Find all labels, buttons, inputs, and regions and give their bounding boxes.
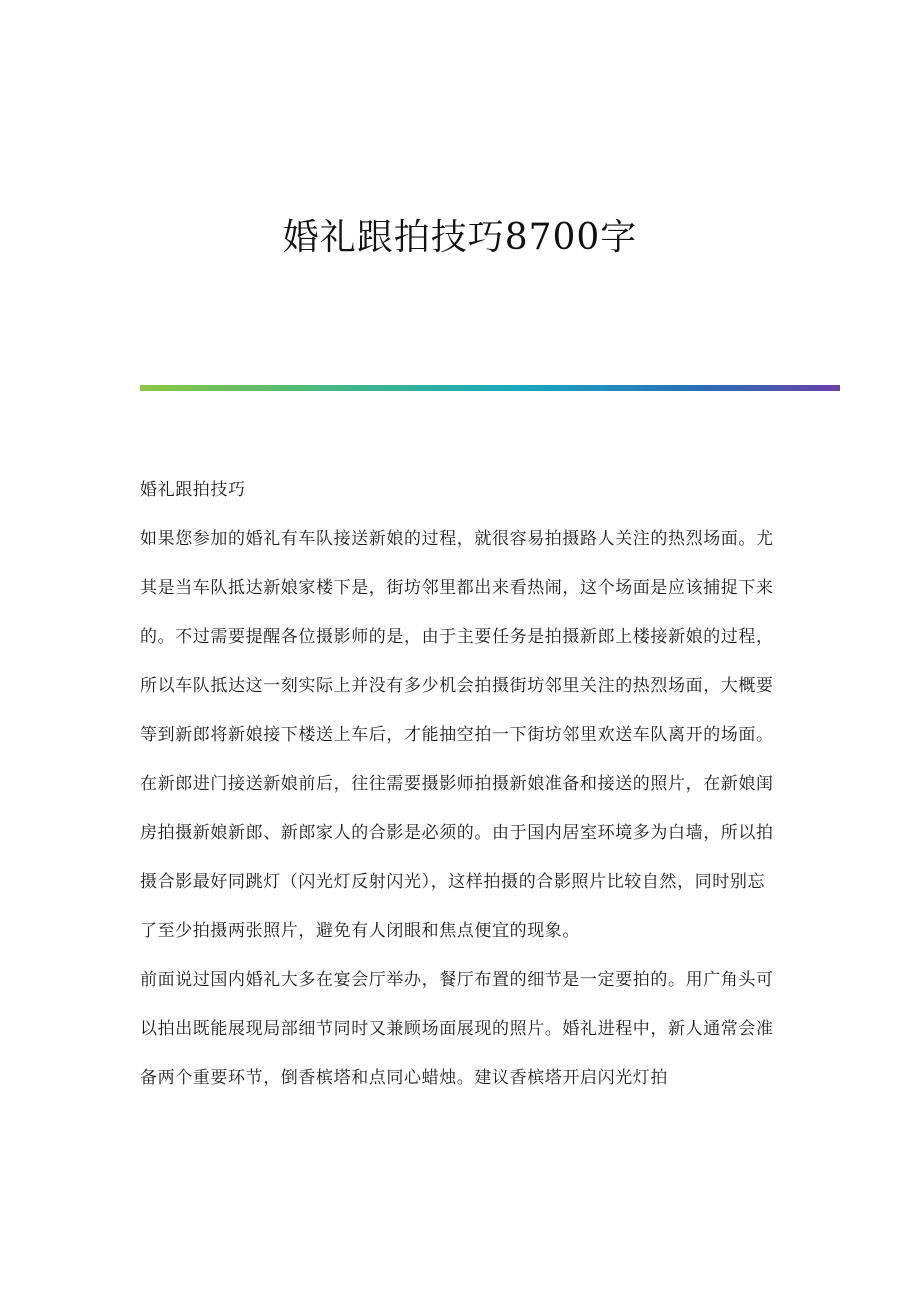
title-divider: [140, 385, 840, 391]
document-body: [140, 466, 780, 1103]
paragraph-3: 前面说过国内婚礼大多在宴会厅举办，餐厅布置的细节是一定要拍的。用广角头可以拍出既能展现局部细节同时又兼顾场面展现的照片。婚礼进程中，新人通常会准备两个重要环节，倒香槟塔和点同心蜡烛。建议香槟塔开启闪光灯拍: [140, 970, 774, 1088]
paragraph-2: 在新郎进门接送新娘前后，往往需要摄影师拍摄新娘准备和接送的照片，在新娘闺房拍摄新娘新郎、新郎家人的合影是必须的。由于国内居室环境多为白墙，所以拍摄合影最好同跳灯（闪光灯反射闪光），这样拍摄的合影照片比较自然，同时别忘了至少拍摄两张照片，避免有人闭眼和焦点便宜的现象。: [140, 774, 774, 941]
section-heading: 婚礼跟拍技巧: [140, 480, 246, 500]
document-title: 婚礼跟拍技巧8700字: [282, 217, 638, 258]
paragraph-1: 如果您参加的婚礼有车队接送新娘的过程，就很容易拍摄路人关注的热烈场面。尤其是当车队抵达新娘家楼下是，街坊邻里都出来看热闹，这个场面是应该捕捉下来的。不过需要提醒各位摄影师的是，由于主要任务是拍摄新郎上楼接新娘的过程，所以车队抵达这一刻实际上并没有多少机会拍摄街坊邻里关注的热烈场面，大概要等到新郎将新娘接下楼送上车后，才能抽空拍一下街坊邻里欢送车队离开的场面。: [140, 529, 774, 745]
